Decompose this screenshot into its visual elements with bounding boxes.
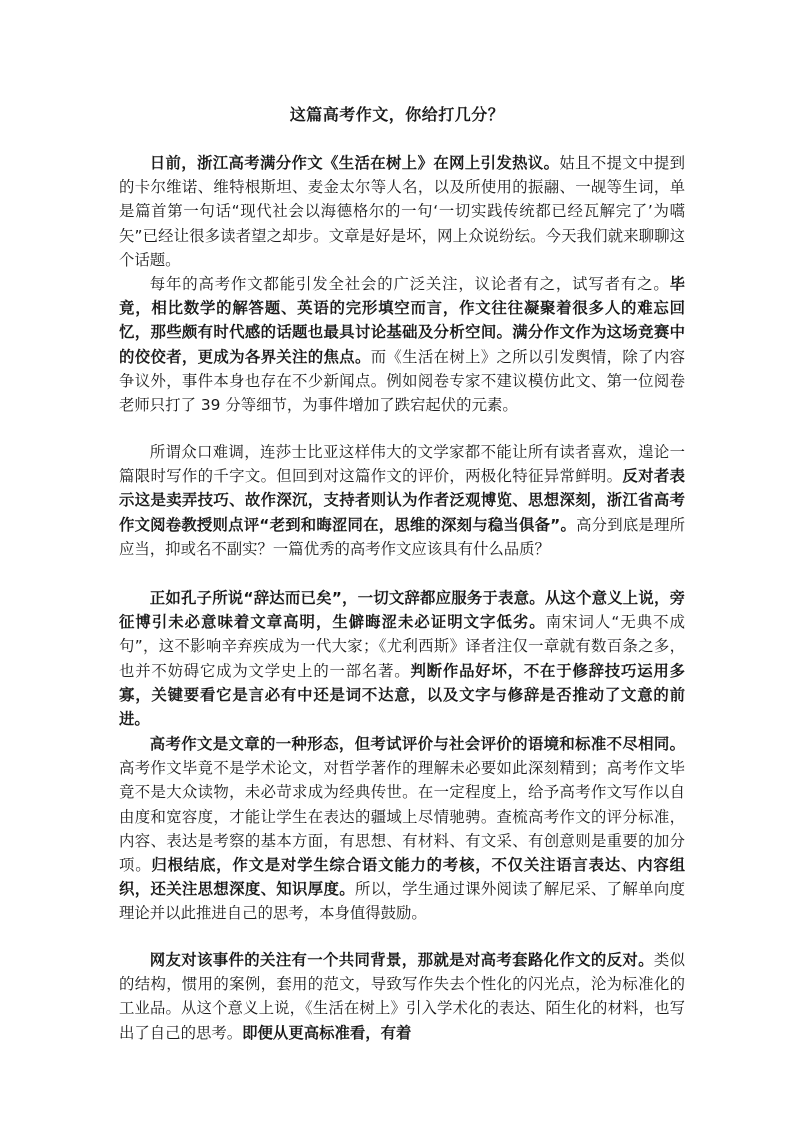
- paragraph-5-run-1: 高考作文是文章的一种形态，但考试评价与社会评价的语境和标准不尽相同。: [149, 735, 685, 753]
- paragraph-6-run-3: 即便从更高标准看，有着: [242, 1023, 412, 1042]
- paragraph-3: [119, 440, 685, 561]
- paragraph-6-run-2: 类似的结构，惯用的案例，套用的范文，导致写作失去个性化的闪光点，沦为标准化的工业品。从这个意义上说，《生活在树上》引入学术化的表达、陌生化的材料，也写出了自己的思考。: [119, 951, 685, 1042]
- paragraph-5: [119, 732, 685, 926]
- paragraph-3-run-3: 高分到底是理所应当，抑或名不副实？一篇优秀的高考作文应该具有什么品质？: [119, 515, 685, 558]
- paragraph-2-run-2: 毕竟，相比数学的解答题、英语的完形填空而言，作文往往凝聚着很多人的难忘回忆，那些颇有时代感的话题也最具讨论基础及分析空间。满分作文作为这场竞赛中的佼佼者，更成为各界关注的焦点。: [119, 275, 685, 366]
- paragraph-5-run-3: 归根结底，作文是对学生综合语文能力的考核，不仅关注语言表达、内容组织，还关注思想深度、知识厚度。: [119, 856, 685, 899]
- paragraph-1: [119, 151, 685, 272]
- paragraph-3-run-2: 反对者表示这是卖弄技巧、故作深沉，支持者则认为作者泛观博览、思想深刻，浙江省高考作文阅卷教授则点评“老到和晦涩同在，思维的深刻与稳当俱备”。: [119, 467, 685, 534]
- paragraph-2: [119, 272, 685, 417]
- paragraph-6: [119, 948, 685, 1045]
- paragraph-5-run-4: 所以，学生通过课外阅读了解尼采、了解单向度理论并以此推进自己的思考，本身值得鼓励。: [119, 880, 685, 923]
- paragraph-4: [119, 586, 685, 731]
- paragraph-2-run-3: 而《生活在树上》之所以引发舆情，除了内容争议外，事件本身也存在不少新闻点。例如阅卷专家不建议模仿此文、第一位阅卷老师只打了 39 分等细节，为事件增加了跌宕起伏的元素。: [119, 347, 685, 415]
- page-title: 这篇高考作文，你给打几分？: [289, 105, 505, 124]
- paragraph-6-run-1: 网友对该事件的关注有一个共同背景，那就是对高考套路化作文的反对。: [149, 951, 654, 969]
- paragraph-4-run-3: 判断作品好坏，不在于修辞技巧运用多寡，关键要看它是言必有中还是词不达意，以及文字与修辞是否推动了文意的前进。: [119, 661, 685, 729]
- paragraph-1-run-2: 姑且不提文中提到的卡尔维诺、维特根斯坦、麦金太尔等人名，以及所使用的振翮、一觇等生词，单是篇首第一句话“现代社会以海德格尔的一句‘一切实践传统都已经瓦解完了’为嚆矢”已经让很多读者望之却步。文章是好是坏，网上众说纷纭。今天我们就来聊聊这个话题。: [119, 154, 685, 269]
- paragraph-4-run-1: 正如孔子所说“辞达而已矣”，一切文辞都应服务于表意。从这个意义上说，旁征博引未必意味着文章高明，生僻晦涩未必证明文字低劣。: [119, 589, 685, 632]
- paragraph-1-run-1: 日前，浙江高考满分作文《生活在树上》在网上引发热议。: [149, 154, 560, 172]
- paragraph-4-run-2: 南宋词人“无典不成句”，这不影响辛弃疾成为一代大家；《尤利西斯》译者注仅一章就有数百条之多，也并不妨碍它成为文学史上的一部名著。: [119, 613, 685, 680]
- paragraph-5-run-2: 高考作文毕竟不是学术论文，对哲学著作的理解未必要如此深刻精到；高考作文毕竟不是大众读物，未必苛求成为经典传世。在一定程度上，给予高考作文写作以自由度和宽容度，才能让学生在表达的疆域上尽情驰骋。查梳高考作文的评分标准，内容、表达是考察的基本方面，有思想、有材料、有文采、有创意则是重要的加分项。: [119, 759, 685, 875]
- paragraph-3-run-1: 所谓众口难调，连莎士比亚这样伟大的文学家都不能让所有读者喜欢，遑论一篇限时写作的千字文。但回到对这篇作文的评价，两极化特征异常鲜明。: [119, 443, 685, 486]
- paragraph-2-run-1: 每年的高考作文都能引发全社会的广泛关注，议论者有之，试写者有之。: [149, 275, 670, 293]
